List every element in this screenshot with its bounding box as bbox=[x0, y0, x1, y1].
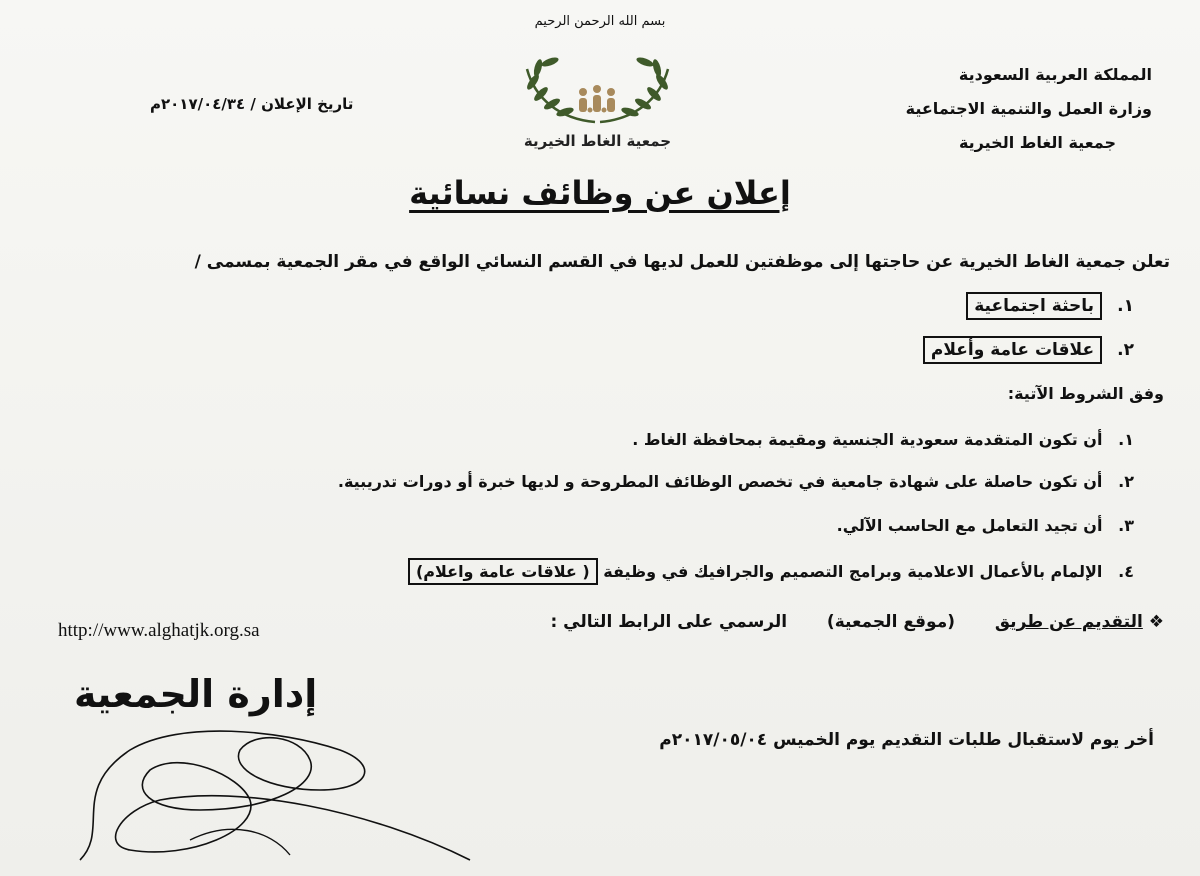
bismillah-text: بسم الله الرحمن الرحيم bbox=[534, 14, 666, 29]
condition-item-3 bbox=[837, 516, 1134, 535]
position-item-1 bbox=[966, 296, 1134, 316]
condition-boxed-role: ( علاقات عامة واعلام) bbox=[408, 558, 598, 585]
org-name: جمعية الغاط الخيرية bbox=[958, 133, 1116, 152]
logo-caption: جمعية الغاط الخيرية bbox=[523, 132, 672, 150]
condition-item-2 bbox=[338, 472, 1134, 491]
condition-text: أن تكون المتقدمة سعودية الجنسية ومقيمة بمحافظة الغاط . bbox=[632, 430, 1103, 449]
position-label: علاقات عامة وأعلام bbox=[923, 336, 1102, 364]
diamond-bullet-icon: ❖ bbox=[1148, 612, 1164, 632]
condition-item-1 bbox=[632, 430, 1134, 449]
announcement-date: تاريخ الإعلان / ٢٠١٧/٠٤/٣٤م bbox=[150, 95, 354, 113]
condition-item-4 bbox=[408, 562, 1134, 581]
condition-number: ١. bbox=[1118, 430, 1134, 449]
website-link[interactable]: http://www.alghatjk.org.sa bbox=[58, 620, 260, 641]
condition-number: ٢. bbox=[1118, 472, 1134, 491]
signature-title: إدارة الجمعية bbox=[74, 672, 318, 716]
org-ministry: وزارة العمل والتنمية الاجتماعية bbox=[905, 99, 1152, 118]
condition-text: أن تجيد التعامل مع الحاسب الآلي. bbox=[836, 516, 1103, 535]
deadline-notice: أخر يوم لاستقبال طلبات التقديم يوم الخميس ٢٠١٧/٠٥/٠٤م bbox=[659, 730, 1154, 750]
condition-text: الإلمام بالأعمال الاعلامية وبرامج التصميم والجرافيك في وظيفة bbox=[603, 562, 1103, 581]
condition-number: ٤. bbox=[1118, 562, 1134, 581]
position-number: ١. bbox=[1117, 296, 1134, 316]
handwritten-signature bbox=[40, 690, 500, 870]
position-number: ٢. bbox=[1117, 340, 1134, 360]
condition-text: أن تكون حاصلة على شهادة جامعية في تخصص الوظائف المطروحة و لديها خبرة أو دورات تدريبية. bbox=[337, 472, 1103, 491]
apply-text-3: الرسمي على الرابط التالي : bbox=[550, 612, 788, 632]
announcement-title: إعلان عن وظائف نسائية bbox=[409, 174, 791, 212]
condition-number: ٣. bbox=[1118, 516, 1134, 535]
position-item-2 bbox=[923, 340, 1134, 360]
org-country: المملكة العربية السعودية bbox=[958, 65, 1152, 84]
conditions-heading: وفق الشروط الآتية: bbox=[1007, 384, 1164, 403]
apply-text-2: (موقع الجمعية) bbox=[826, 612, 956, 632]
organization-header bbox=[906, 58, 1152, 160]
application-instructions bbox=[550, 612, 1164, 632]
intro-paragraph: تعلن جمعية الغاط الخيرية عن حاجتها إلى موظفتين للعمل لديها في القسم النسائي الواقع في مقر الجمعية بمسمى / bbox=[194, 252, 1170, 272]
apply-text-1: التقديم عن طريق bbox=[994, 612, 1143, 632]
position-label: باحثة اجتماعية bbox=[966, 292, 1102, 320]
